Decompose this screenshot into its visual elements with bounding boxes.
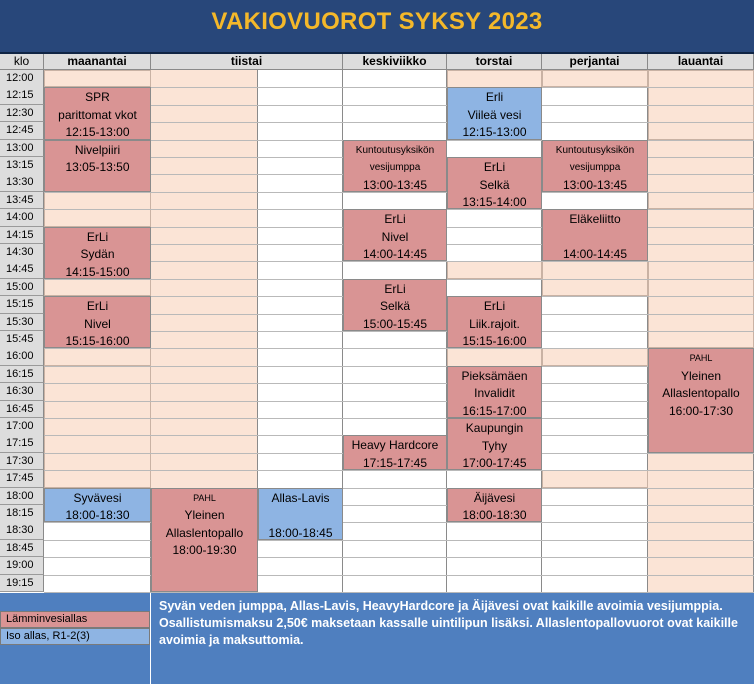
event-line: 18:00-18:45 <box>268 525 333 540</box>
event-line: Syvävesi <box>73 490 122 505</box>
event-line: 17:15-17:45 <box>362 455 428 470</box>
event-line: PAHL <box>689 353 713 364</box>
event-line: Allaslentopallo <box>165 525 244 540</box>
time-label: 18:15 <box>0 505 44 523</box>
column-header-torstai: torstai <box>447 54 542 70</box>
time-label: 17:00 <box>0 418 44 436</box>
time-label: 16:30 <box>0 383 44 401</box>
schedule-event[interactable] <box>542 209 648 261</box>
time-label: 15:00 <box>0 279 44 297</box>
event-line: Eläkeliitto <box>569 212 621 227</box>
legend-warm-pool: Lämminvesiallas <box>0 611 150 628</box>
schedule-event[interactable] <box>447 418 542 470</box>
row-line <box>44 192 754 193</box>
event-line: 13:15-14:00 <box>462 195 527 209</box>
schedule-event[interactable] <box>447 87 542 139</box>
schedule-event[interactable] <box>447 488 542 523</box>
info-note-text: Syvän veden jumppa, Allas-Lavis, HeavyHardcore ja Äijävesi ovat kaikille avoimia vesijumppia. Osallistumismaksu 2,50€ maksetaan kassalle uintilipun lisäksi. Allaslentopallovuorot ovat kaikille avoimia ja maksuttomia. <box>159 599 738 647</box>
time-label: 12:30 <box>0 105 44 123</box>
event-line: 13:00-13:45 <box>562 177 628 192</box>
column-header-tiistai: tiistai <box>151 54 343 70</box>
time-label: 17:45 <box>0 470 44 488</box>
event-line: Nivel <box>84 316 111 331</box>
schedule-event[interactable] <box>343 140 447 192</box>
reserved-slot <box>542 70 648 87</box>
reserved-slot <box>648 261 754 348</box>
schedule-event[interactable] <box>542 140 648 192</box>
schedule-event[interactable] <box>44 227 151 279</box>
event-line: 14:00-14:45 <box>562 247 628 262</box>
time-label: 13:45 <box>0 192 44 210</box>
event-line: 15:15-16:00 <box>462 334 527 349</box>
time-label: 19:00 <box>0 557 44 575</box>
event-line: Yleinen <box>184 508 225 523</box>
schedule-event[interactable] <box>343 279 447 331</box>
schedule-event[interactable] <box>343 435 447 470</box>
time-label: 15:30 <box>0 314 44 332</box>
time-label: 14:15 <box>0 227 44 245</box>
schedule-event[interactable] <box>343 209 447 261</box>
time-label: 12:15 <box>0 87 44 105</box>
event-line: SPR <box>85 90 110 105</box>
event-line: ErLi <box>483 160 506 174</box>
event-line: parittomat vkot <box>58 107 137 122</box>
time-label: 19:15 <box>0 575 44 593</box>
event-line: Heavy Hardcore <box>351 438 439 453</box>
reserved-slot <box>542 470 648 487</box>
event-line: Tyhy <box>481 438 508 453</box>
page-title: VAKIOVUOROT SYKSY 2023 <box>211 8 543 35</box>
event-line: 18:00-18:30 <box>65 508 130 523</box>
event-line: Äijävesi <box>473 490 516 505</box>
time-label: 13:00 <box>0 140 44 158</box>
schedule-event[interactable] <box>44 488 151 523</box>
event-line: 16:15-17:00 <box>462 403 527 418</box>
reserved-slot <box>44 279 151 296</box>
time-label: 15:15 <box>0 296 44 314</box>
time-label: 17:15 <box>0 435 44 453</box>
event-line: vesijumppa <box>369 162 421 174</box>
event-line: Selkä <box>479 177 510 192</box>
event-line: ErLi <box>86 229 109 244</box>
event-line: ErLi <box>384 212 406 227</box>
schedule-event[interactable] <box>258 488 343 540</box>
event-line: 15:15-16:00 <box>65 334 130 349</box>
event-line: PAHL <box>193 492 216 503</box>
schedule-event[interactable] <box>44 87 151 139</box>
time-label: 13:15 <box>0 157 44 175</box>
schedule-event[interactable] <box>648 348 754 452</box>
event-line: 12:15-13:00 <box>462 125 527 140</box>
event-line: 17:00-17:45 <box>462 456 527 470</box>
event-line: Liik.rajoit. <box>469 316 520 331</box>
time-label: 18:30 <box>0 522 44 540</box>
column-header-maanantai: maanantai <box>44 54 151 70</box>
time-label: 15:45 <box>0 331 44 349</box>
event-line: 12:15-13:00 <box>65 125 130 140</box>
event-line: 13:00-13:45 <box>362 177 428 192</box>
reserved-slot <box>44 348 151 365</box>
schedule-event[interactable] <box>44 140 151 192</box>
time-label: 14:30 <box>0 244 44 262</box>
event-line: 16:00-17:30 <box>668 403 734 418</box>
time-label: 18:45 <box>0 540 44 558</box>
event-line: Nivelpiiri <box>74 142 121 157</box>
event-line: Erli <box>485 90 504 105</box>
info-note <box>151 593 754 684</box>
time-label: 13:30 <box>0 174 44 192</box>
event-line: Nivel <box>381 229 409 244</box>
schedule-event[interactable] <box>44 296 151 348</box>
time-label: 16:00 <box>0 348 44 366</box>
event-line: Pieksämäen <box>461 368 528 383</box>
reserved-slot <box>648 192 754 209</box>
event-line: ErLi <box>483 299 506 314</box>
event-line <box>259 507 342 525</box>
column-header-keskiviikko: keskiviikko <box>343 54 447 70</box>
row-line <box>44 470 754 471</box>
event-line: Sydän <box>80 247 115 262</box>
event-line: ErLi <box>86 299 109 314</box>
event-line: Yleinen <box>680 368 722 383</box>
column-header-perjantai: perjantai <box>542 54 648 70</box>
legend-big-pool: Iso allas, R1-2(3) <box>0 628 150 645</box>
event-line: Kuntoutusyksikön <box>355 144 435 156</box>
column-header-klo: klo <box>0 54 44 70</box>
title-bar <box>0 0 754 54</box>
reserved-slot <box>44 70 151 87</box>
time-label: 12:00 <box>0 70 44 88</box>
time-label: 17:30 <box>0 453 44 471</box>
event-line: Invalidit <box>474 386 515 401</box>
reserved-slot <box>447 261 542 278</box>
event-line: Kuntoutusyksikön <box>555 144 635 156</box>
event-line: Allaslentopallo <box>662 386 740 401</box>
event-line <box>543 229 647 247</box>
column-header-lauantai: lauantai <box>648 54 754 70</box>
time-label: 16:45 <box>0 401 44 419</box>
time-label: 18:00 <box>0 488 44 506</box>
time-label: 14:00 <box>0 209 44 227</box>
event-line: 14:15-15:00 <box>65 264 130 279</box>
time-label: 14:45 <box>0 261 44 279</box>
event-line: Viileä vesi <box>467 107 522 122</box>
schedule-event[interactable] <box>447 157 542 209</box>
event-line: 18:00-18:30 <box>462 508 527 523</box>
reserved-slot <box>542 348 648 365</box>
event-line: Selkä <box>379 299 411 314</box>
legend <box>0 593 150 684</box>
event-line: 14:00-14:45 <box>362 247 428 262</box>
event-line: 13:05-13:50 <box>65 160 130 175</box>
event-line: 15:00-15:45 <box>362 316 428 331</box>
time-label: 16:15 <box>0 366 44 384</box>
time-label: 12:45 <box>0 122 44 140</box>
event-line: 18:00-19:30 <box>172 543 237 558</box>
schedule-event[interactable] <box>447 296 542 348</box>
event-line: Kaupungin <box>465 421 524 435</box>
schedule-event[interactable] <box>447 366 542 418</box>
schedule-event[interactable] <box>151 488 258 592</box>
event-line: vesijumppa <box>569 162 621 174</box>
event-line: ErLi <box>384 281 406 296</box>
event-line: Allas-Lavis <box>271 490 330 505</box>
